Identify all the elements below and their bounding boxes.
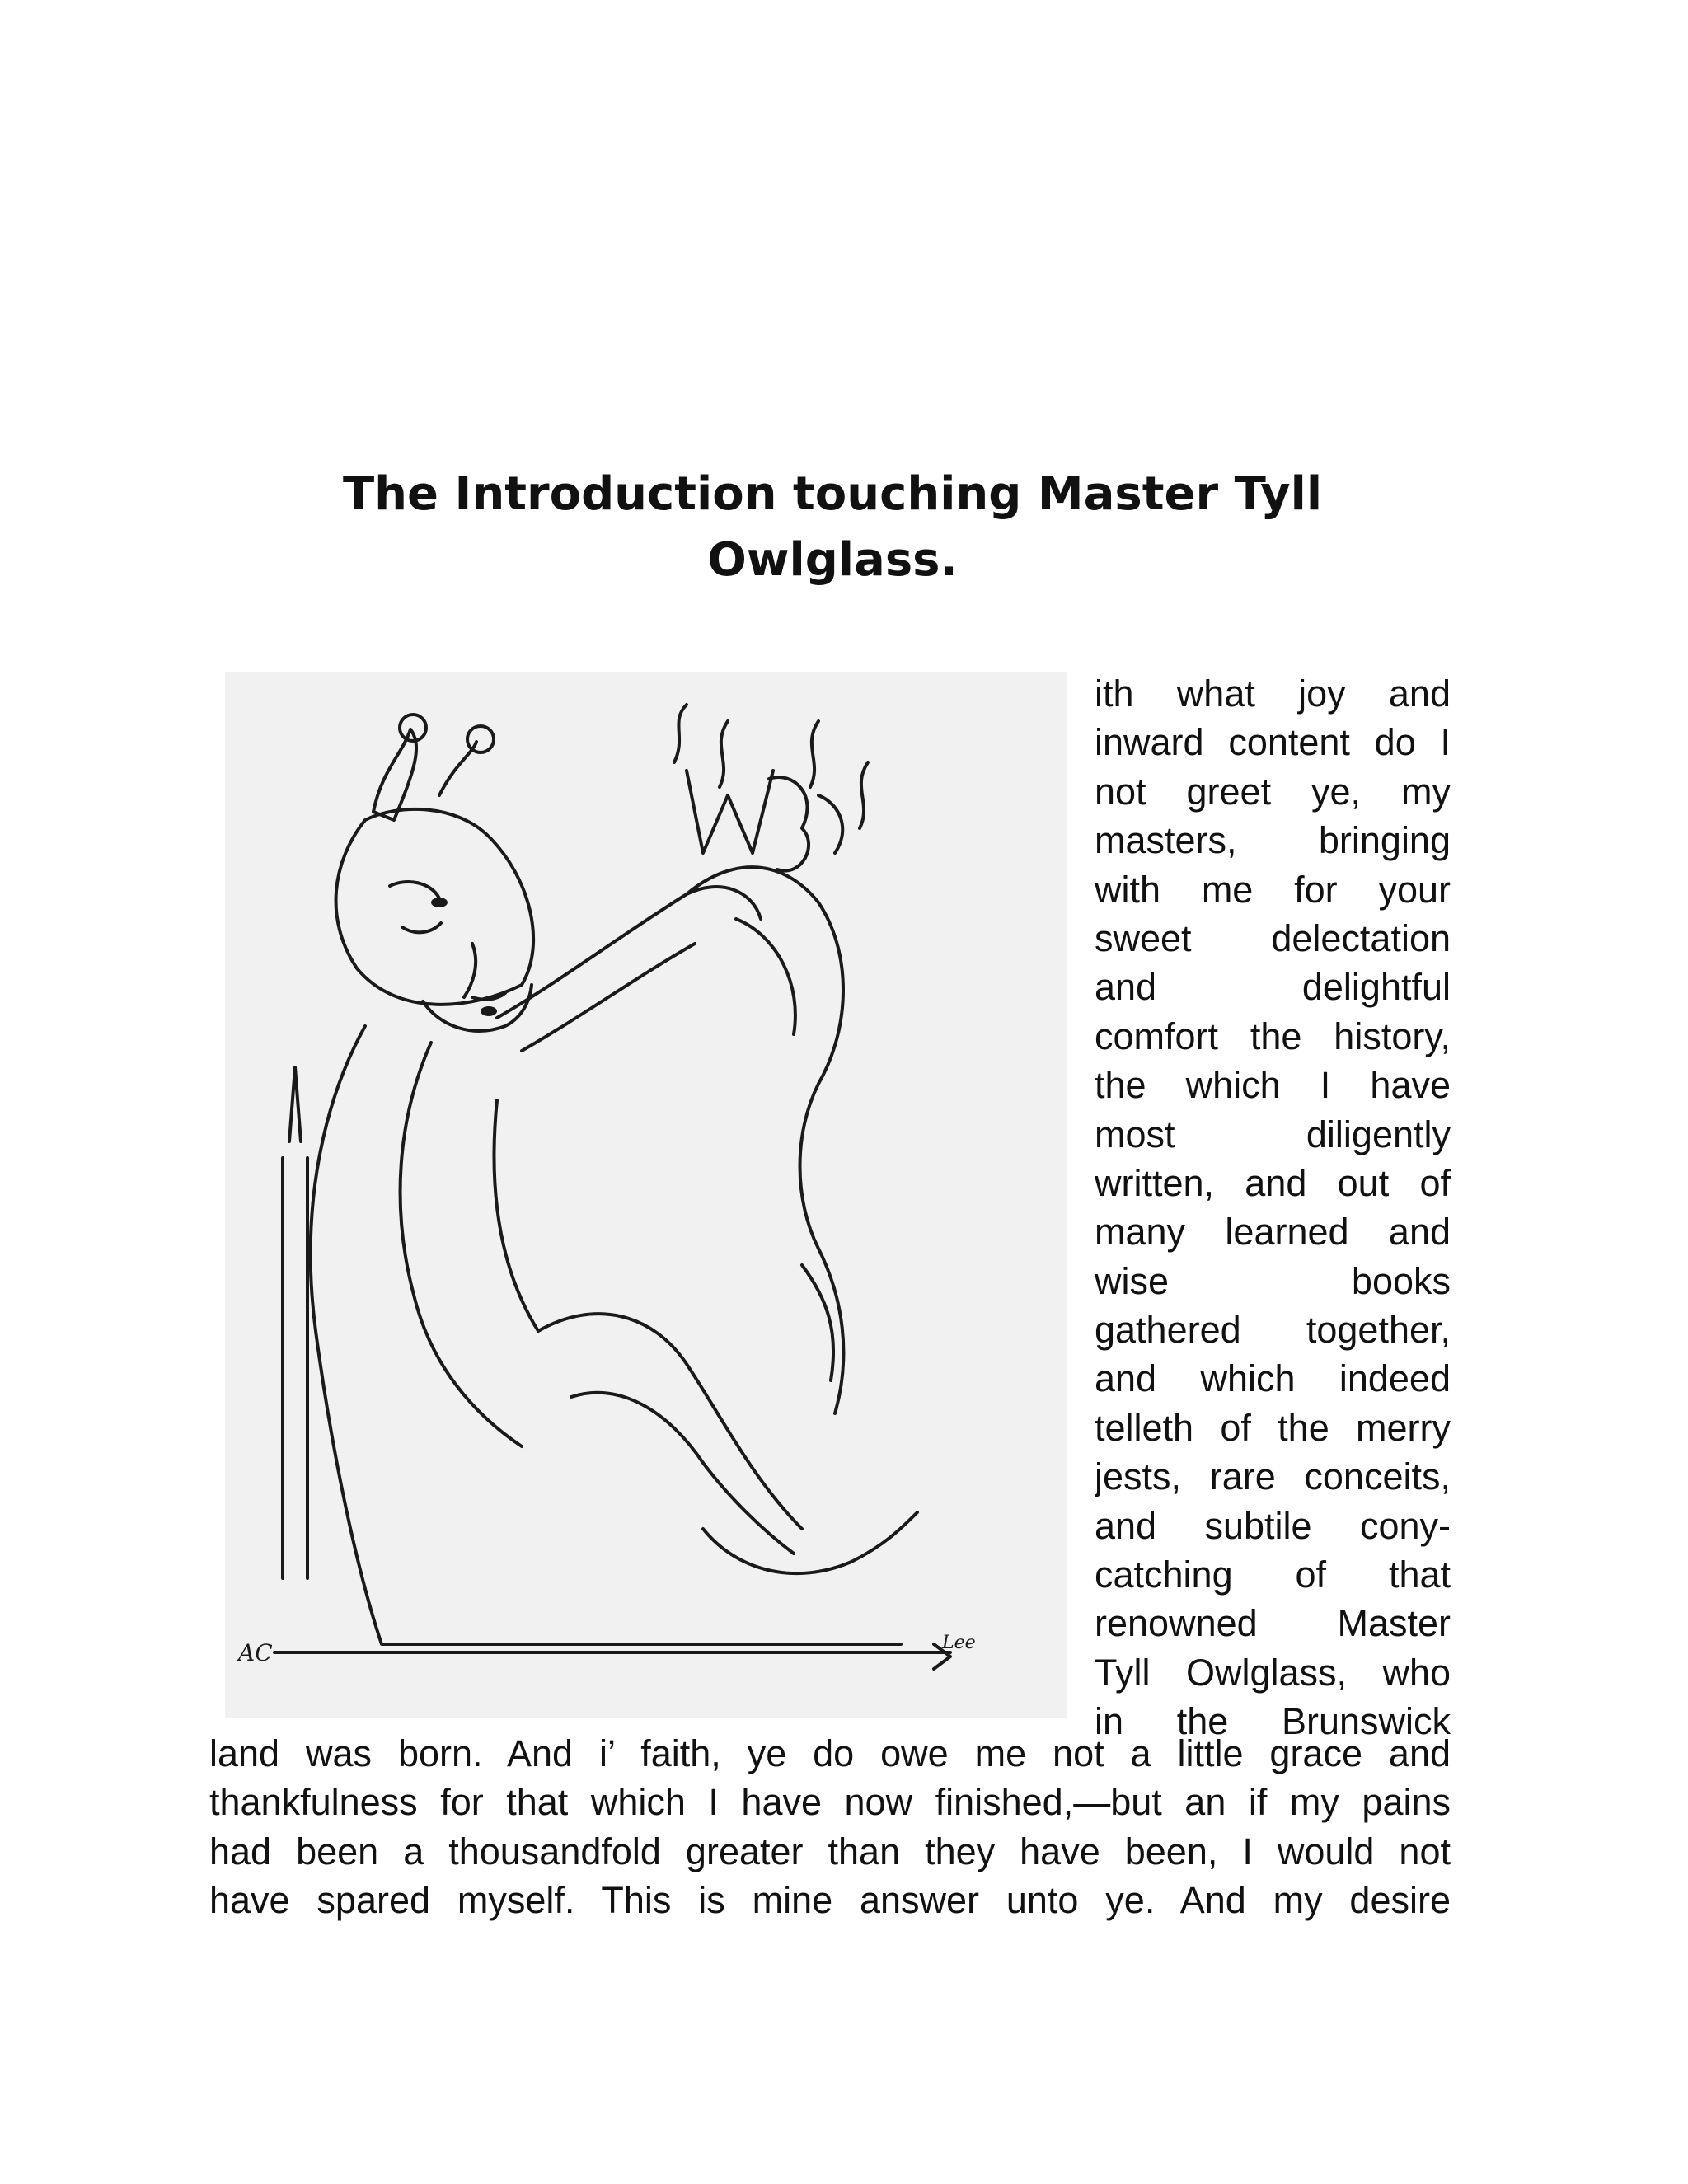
side-line: gathered together, xyxy=(1095,1309,1451,1352)
side-line: in the Brunswick xyxy=(1095,1700,1451,1743)
cap-horn-1 xyxy=(373,729,416,820)
body-line: had been a thousandfold greater than they have been, I would not xyxy=(209,1830,1451,1872)
side-line: wise books xyxy=(1095,1259,1451,1302)
side-line: most diligently xyxy=(1095,1113,1451,1155)
tower-left xyxy=(283,1158,307,1578)
body-line: land was born. And i’ faith, ye do owe me not a little grace and xyxy=(209,1732,1451,1774)
side-line: masters, bringing xyxy=(1095,819,1451,862)
side-line: with me for your xyxy=(1095,868,1451,911)
chapter-title xyxy=(247,462,1418,593)
side-line: and delightful xyxy=(1095,966,1451,1009)
jester-eye-2 xyxy=(481,1006,497,1016)
ribbon-scroll xyxy=(687,867,843,1413)
side-line: not greet ye, my xyxy=(1095,770,1451,813)
side-paragraph xyxy=(1095,669,1451,1746)
side-line: many learned and xyxy=(1095,1211,1451,1254)
spire-left xyxy=(289,1067,301,1141)
body-line: thankfulness for that which I have now finished,—but an if my pains xyxy=(209,1781,1451,1824)
jester-legs xyxy=(538,1314,802,1529)
side-line: telleth of the merry xyxy=(1095,1406,1451,1449)
drop-cap-illustration xyxy=(225,672,1067,1718)
side-line: ith what joy and xyxy=(1095,673,1451,715)
body-line: have spared myself. This is mine answer unto ye. And my desire xyxy=(209,1879,1451,1922)
side-line: Tyll Owlglass, who xyxy=(1095,1651,1451,1694)
side-line: catching of that xyxy=(1095,1554,1451,1596)
chapter-title-line-1: The Introduction touching Master Tyll xyxy=(342,467,1323,521)
side-line: sweet delectation xyxy=(1095,916,1451,959)
side-line: comfort the history, xyxy=(1095,1015,1451,1057)
side-line: and subtile cony- xyxy=(1095,1504,1451,1547)
engraver-monogram: AC xyxy=(238,1639,273,1666)
chapter-title-line-2: Owlglass. xyxy=(707,533,958,587)
side-line: renowned Master xyxy=(1095,1602,1451,1645)
side-line: written, and out of xyxy=(1095,1161,1451,1204)
side-line: and which indeed xyxy=(1095,1357,1451,1400)
side-line: the which I have xyxy=(1095,1064,1451,1107)
jester-cloak xyxy=(311,1026,901,1644)
pointed-shoe xyxy=(703,1512,917,1573)
side-line: jests, rare conceits, xyxy=(1095,1455,1451,1498)
side-line: inward content do I xyxy=(1095,721,1451,764)
bell-2 xyxy=(467,726,494,752)
jester-w-engraving xyxy=(225,672,1067,1718)
raised-arm xyxy=(497,887,761,1018)
jester-hood xyxy=(336,809,534,1005)
gothic-letter-w xyxy=(687,771,773,853)
engraver-signature: Lee xyxy=(942,1633,976,1653)
jester-eye-1 xyxy=(431,898,448,907)
body-paragraph xyxy=(209,1729,1451,1925)
